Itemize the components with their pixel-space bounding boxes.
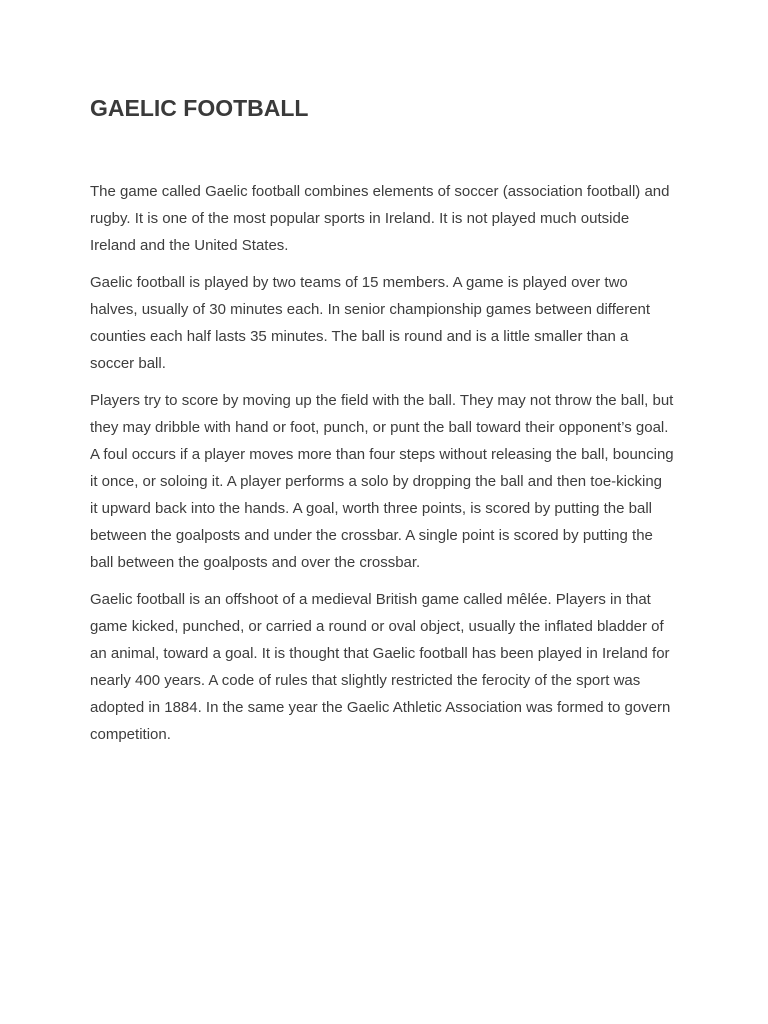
document-body — [90, 178, 690, 758]
paragraph-3: Players try to score by moving up the field with the ball. They may not throw the ball, but they may dribble with hand or foot, punch, or punt the ball toward their opponent’s goal. A foul occurs if a player moves more than four steps without releasing the ball, bouncing it once, or soloing it. A player performs a solo by dropping the ball and then toe-kicking it upward back into the hands. A goal, worth three points, is scored by putting the ball between the goalposts and under the crossbar. A single point is scored by putting the ball between the goalposts and over the crossbar. — [90, 392, 674, 571]
document-title: GAELIC FOOTBALL — [90, 95, 309, 121]
paragraph-2: Gaelic football is played by two teams of 15 members. A game is played over two halves, usually of 30 minutes each. In senior championship games between different counties each half lasts 35 minutes. The ball is round and is a little smaller than a soccer ball. — [90, 274, 651, 372]
paragraph-1: The game called Gaelic football combines elements of soccer (association football) and rugby. It is one of the most popular sports in Ireland. It is not played much outside Ireland and the United States. — [90, 183, 670, 254]
paragraph-4: Gaelic football is an offshoot of a medieval British game called mêlée. Players in that game kicked, punched, or carried a round or oval object, usually the inflated bladder of an animal, toward a goal. It is thought that Gaelic football has been played in Ireland for nearly 400 years. A code of rules that slightly restricted the ferocity of the sport was adopted in 1884. In the same year the Gaelic Athletic Association was formed to govern competition. — [90, 591, 671, 743]
